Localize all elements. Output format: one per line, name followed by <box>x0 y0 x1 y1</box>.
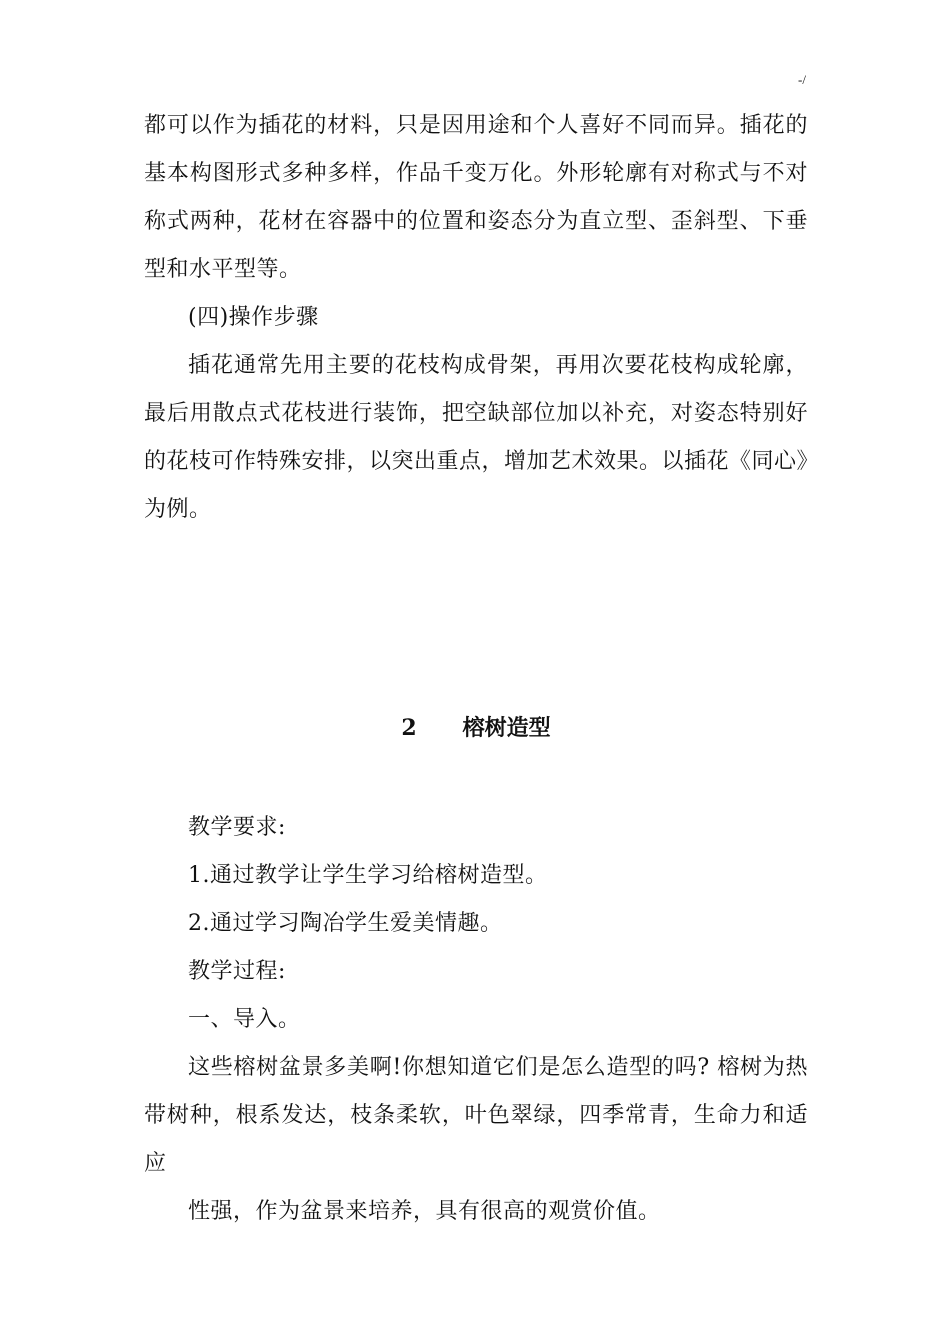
requirement-item-1: 1.通过教学让学生学习给榕树造型。 <box>188 863 548 888</box>
document-body <box>144 102 808 1236</box>
process-label: 教学过程: <box>188 959 286 984</box>
page-mark: -/ <box>798 72 806 87</box>
section-title <box>144 704 808 752</box>
subheading-steps: (四)操作步骤 <box>188 305 319 330</box>
requirement-item-2: 2.通过学习陶冶学生爱美情趣。 <box>188 911 503 936</box>
paragraph-intro: 这些榕树盆景多美啊!你想知道它们是怎么造型的吗? 榕树为热带树种，根系发达，枝条柔软，叶色翠绿，四季常青，生命力和适应 <box>144 1055 808 1176</box>
paragraph-intro-end: 性强，作为盆景来培养，具有很高的观赏价值。 <box>188 1199 661 1224</box>
section-number: 2 <box>401 715 417 741</box>
requirements-label: 教学要求: <box>188 815 286 840</box>
paragraph-materials: 都可以作为插花的材料，只是因用途和个人喜好不同而异。插花的基本构图形式多种多样，作品千变万化。外形轮廓有对称式与不对称式两种，花材在容器中的位置和姿态分为直立型、歪斜型、下垂型和水平型等。 <box>144 113 808 282</box>
section-title-text: 榕树造型 <box>462 715 551 741</box>
step-1-heading: 一、导入。 <box>188 1007 301 1032</box>
paragraph-steps: 插花通常先用主要的花枝构成骨架，再用次要花枝构成轮廓，最后用散点式花枝进行装饰，把空缺部位加以补充，对姿态特别好的花枝可作特殊安排，以突出重点，增加艺术效果。以插花《同心》为例。 <box>144 353 809 522</box>
